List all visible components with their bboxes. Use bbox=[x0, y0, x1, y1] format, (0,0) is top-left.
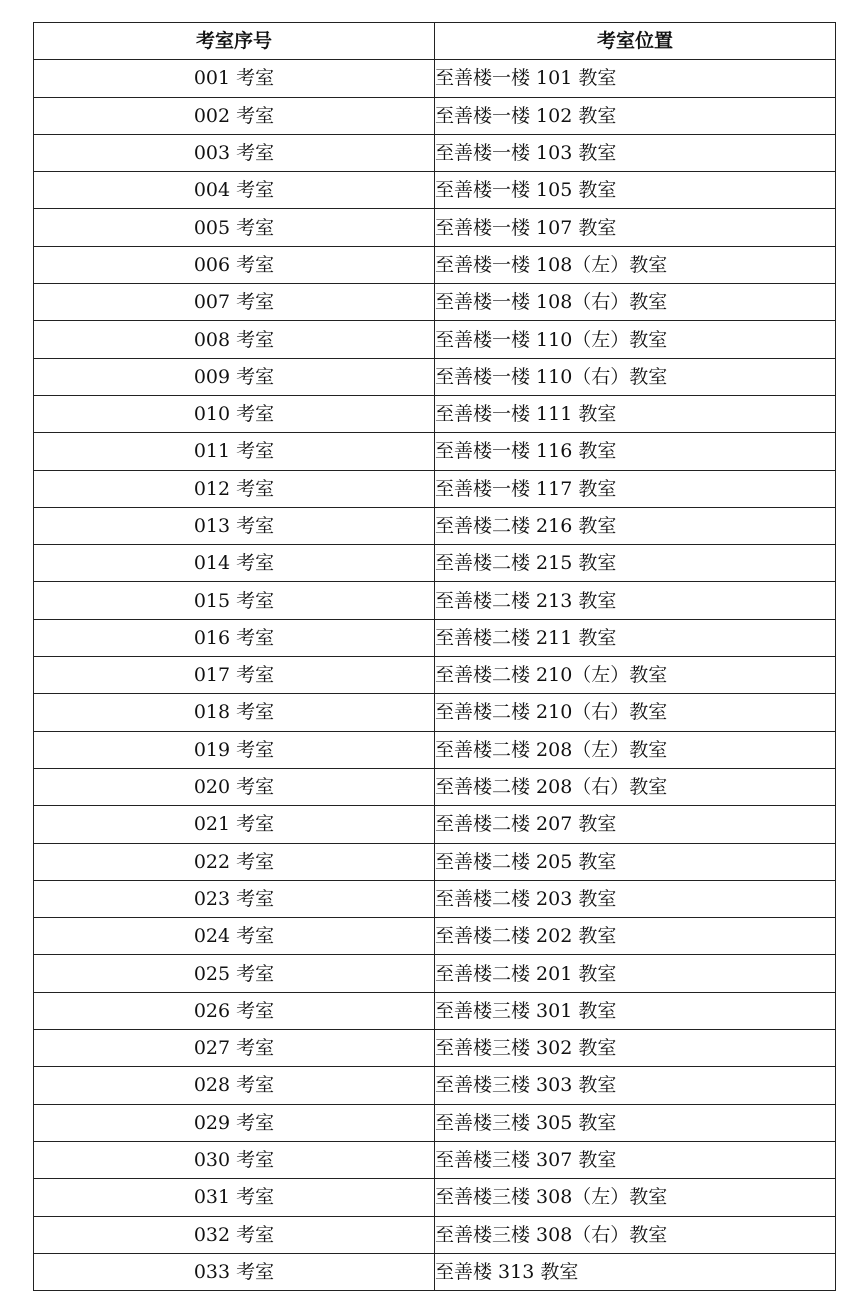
table-row bbox=[34, 657, 836, 694]
room-number-cell: 024 考室 bbox=[34, 918, 435, 955]
room-location-cell: 至善楼 313 教室 bbox=[435, 1253, 836, 1290]
room-number-cell: 013 考室 bbox=[34, 507, 435, 544]
table-row bbox=[34, 1030, 836, 1067]
table-row bbox=[34, 97, 836, 134]
room-location-cell: 至善楼三楼 305 教室 bbox=[435, 1104, 836, 1141]
table-header-row bbox=[34, 23, 836, 60]
table-row bbox=[34, 172, 836, 209]
table-row bbox=[34, 1216, 836, 1253]
room-number-cell: 017 考室 bbox=[34, 657, 435, 694]
room-location-cell: 至善楼二楼 203 教室 bbox=[435, 880, 836, 917]
room-location-cell: 至善楼二楼 210（右）教室 bbox=[435, 694, 836, 731]
table-row bbox=[34, 1141, 836, 1178]
room-number-cell: 025 考室 bbox=[34, 955, 435, 992]
table-row bbox=[34, 806, 836, 843]
room-location-cell: 至善楼二楼 201 教室 bbox=[435, 955, 836, 992]
room-location-cell: 至善楼三楼 301 教室 bbox=[435, 992, 836, 1029]
room-location-cell: 至善楼二楼 202 教室 bbox=[435, 918, 836, 955]
table-row bbox=[34, 507, 836, 544]
room-location-cell: 至善楼二楼 213 教室 bbox=[435, 582, 836, 619]
room-location-cell: 至善楼三楼 308（右）教室 bbox=[435, 1216, 836, 1253]
table-row bbox=[34, 545, 836, 582]
exam-room-table bbox=[33, 22, 836, 1291]
room-location-cell: 至善楼二楼 205 教室 bbox=[435, 843, 836, 880]
room-location-cell: 至善楼一楼 108（右）教室 bbox=[435, 284, 836, 321]
room-location-cell: 至善楼一楼 110（左）教室 bbox=[435, 321, 836, 358]
table-row bbox=[34, 880, 836, 917]
room-number-cell: 020 考室 bbox=[34, 768, 435, 805]
room-location-cell: 至善楼一楼 108（左）教室 bbox=[435, 246, 836, 283]
exam-room-table-container bbox=[33, 22, 835, 1291]
room-number-cell: 010 考室 bbox=[34, 395, 435, 432]
room-location-cell: 至善楼一楼 105 教室 bbox=[435, 172, 836, 209]
room-number-cell: 031 考室 bbox=[34, 1179, 435, 1216]
room-location-cell: 至善楼一楼 107 教室 bbox=[435, 209, 836, 246]
room-location-cell: 至善楼一楼 117 教室 bbox=[435, 470, 836, 507]
table-row bbox=[34, 619, 836, 656]
room-location-cell: 至善楼一楼 102 教室 bbox=[435, 97, 836, 134]
room-number-cell: 002 考室 bbox=[34, 97, 435, 134]
table-row bbox=[34, 1253, 836, 1290]
room-location-cell: 至善楼三楼 307 教室 bbox=[435, 1141, 836, 1178]
table-row bbox=[34, 246, 836, 283]
room-number-cell: 028 考室 bbox=[34, 1067, 435, 1104]
table-row bbox=[34, 134, 836, 171]
room-location-cell: 至善楼三楼 303 教室 bbox=[435, 1067, 836, 1104]
table-row bbox=[34, 843, 836, 880]
room-location-cell: 至善楼二楼 207 教室 bbox=[435, 806, 836, 843]
room-number-cell: 027 考室 bbox=[34, 1030, 435, 1067]
room-location-cell: 至善楼二楼 208（左）教室 bbox=[435, 731, 836, 768]
room-number-cell: 022 考室 bbox=[34, 843, 435, 880]
room-number-cell: 029 考室 bbox=[34, 1104, 435, 1141]
header-room-number: 考室序号 bbox=[34, 23, 435, 60]
room-location-cell: 至善楼二楼 208（右）教室 bbox=[435, 768, 836, 805]
table-row bbox=[34, 694, 836, 731]
room-number-cell: 004 考室 bbox=[34, 172, 435, 209]
room-number-cell: 018 考室 bbox=[34, 694, 435, 731]
room-number-cell: 023 考室 bbox=[34, 880, 435, 917]
room-location-cell: 至善楼二楼 211 教室 bbox=[435, 619, 836, 656]
table-row bbox=[34, 395, 836, 432]
room-number-cell: 005 考室 bbox=[34, 209, 435, 246]
room-location-cell: 至善楼二楼 215 教室 bbox=[435, 545, 836, 582]
room-number-cell: 012 考室 bbox=[34, 470, 435, 507]
table-row bbox=[34, 731, 836, 768]
table-row bbox=[34, 918, 836, 955]
table-row bbox=[34, 358, 836, 395]
room-number-cell: 032 考室 bbox=[34, 1216, 435, 1253]
table-row bbox=[34, 992, 836, 1029]
table-row bbox=[34, 284, 836, 321]
room-number-cell: 006 考室 bbox=[34, 246, 435, 283]
table-body bbox=[34, 60, 836, 1291]
room-number-cell: 026 考室 bbox=[34, 992, 435, 1029]
room-number-cell: 014 考室 bbox=[34, 545, 435, 582]
room-number-cell: 015 考室 bbox=[34, 582, 435, 619]
table-row bbox=[34, 768, 836, 805]
room-location-cell: 至善楼三楼 302 教室 bbox=[435, 1030, 836, 1067]
table-row bbox=[34, 1104, 836, 1141]
room-number-cell: 009 考室 bbox=[34, 358, 435, 395]
table-row bbox=[34, 321, 836, 358]
room-location-cell: 至善楼一楼 116 教室 bbox=[435, 433, 836, 470]
room-location-cell: 至善楼一楼 111 教室 bbox=[435, 395, 836, 432]
table-row bbox=[34, 60, 836, 97]
table-row bbox=[34, 209, 836, 246]
room-number-cell: 033 考室 bbox=[34, 1253, 435, 1290]
room-location-cell: 至善楼三楼 308（左）教室 bbox=[435, 1179, 836, 1216]
room-location-cell: 至善楼一楼 101 教室 bbox=[435, 60, 836, 97]
room-number-cell: 016 考室 bbox=[34, 619, 435, 656]
room-number-cell: 030 考室 bbox=[34, 1141, 435, 1178]
table-row bbox=[34, 582, 836, 619]
table-row bbox=[34, 470, 836, 507]
room-number-cell: 007 考室 bbox=[34, 284, 435, 321]
room-number-cell: 008 考室 bbox=[34, 321, 435, 358]
room-number-cell: 021 考室 bbox=[34, 806, 435, 843]
table-row bbox=[34, 1067, 836, 1104]
table-row bbox=[34, 1179, 836, 1216]
room-number-cell: 003 考室 bbox=[34, 134, 435, 171]
room-number-cell: 019 考室 bbox=[34, 731, 435, 768]
room-number-cell: 001 考室 bbox=[34, 60, 435, 97]
room-location-cell: 至善楼二楼 216 教室 bbox=[435, 507, 836, 544]
room-number-cell: 011 考室 bbox=[34, 433, 435, 470]
room-location-cell: 至善楼一楼 103 教室 bbox=[435, 134, 836, 171]
room-location-cell: 至善楼一楼 110（右）教室 bbox=[435, 358, 836, 395]
table-row bbox=[34, 955, 836, 992]
header-room-location: 考室位置 bbox=[435, 23, 836, 60]
room-location-cell: 至善楼二楼 210（左）教室 bbox=[435, 657, 836, 694]
table-row bbox=[34, 433, 836, 470]
